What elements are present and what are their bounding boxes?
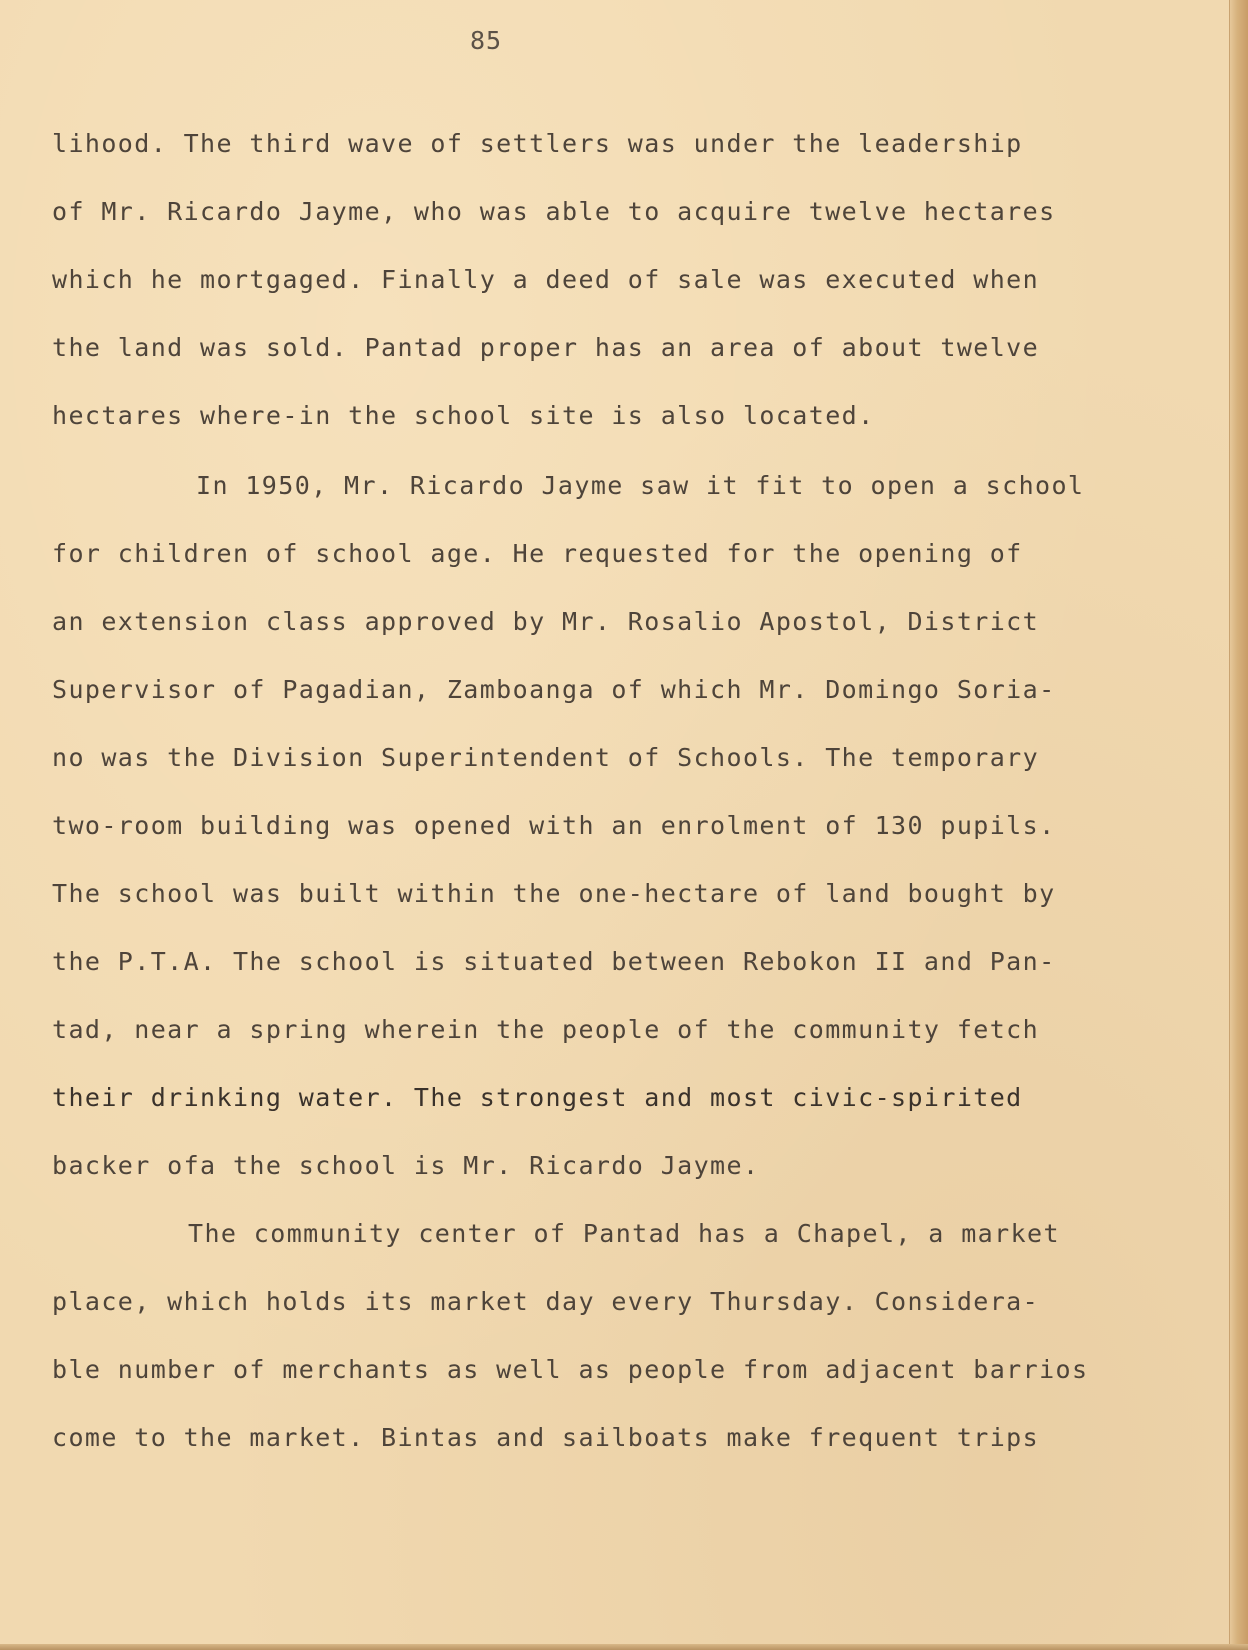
page-right-edge bbox=[1229, 0, 1248, 1650]
text-line: lihood. The third wave of settlers was under the leadership bbox=[52, 129, 1023, 158]
text-line: of Mr. Ricardo Jayme, who was able to acquire twelve hectares bbox=[52, 197, 1056, 226]
text-line: The school was built within the one-hectare of land bought by bbox=[52, 879, 1056, 908]
text-line: an extension class approved by Mr. Rosalio Apostol, District bbox=[52, 607, 1040, 636]
paragraph-start-line: The community center of Pantad has a Chapel, a market bbox=[188, 1219, 1060, 1248]
page-bottom-edge bbox=[0, 1644, 1248, 1650]
text-line: two-room building was opened with an enrolment of 130 pupils. bbox=[52, 811, 1056, 840]
text-line: no was the Division Superintendent of Schools. The temporary bbox=[52, 743, 1040, 772]
page-number: 85 bbox=[470, 26, 503, 55]
paragraph-start-line: In 1950, Mr. Ricardo Jayme saw it fit to open a school bbox=[196, 471, 1085, 500]
text-line: backer ofa the school is Mr. Ricardo Jayme. bbox=[52, 1151, 760, 1180]
text-line: hectares where-in the school site is also located. bbox=[52, 401, 875, 430]
text-line: the land was sold. Pantad proper has an area of about twelve bbox=[52, 333, 1040, 362]
text-line: the P.T.A. The school is situated between Rebokon II and Pan- bbox=[52, 947, 1056, 976]
text-line: for children of school age. He requested for the opening of bbox=[52, 539, 1023, 568]
text-line: which he mortgaged. Finally a deed of sale was executed when bbox=[52, 265, 1040, 294]
text-line: their drinking water. The strongest and most civic-spirited bbox=[52, 1083, 1023, 1112]
text-line: place, which holds its market day every Thursday. Considera- bbox=[52, 1287, 1040, 1316]
text-line: Supervisor of Pagadian, Zamboanga of which Mr. Domingo Soria- bbox=[52, 675, 1056, 704]
text-line: tad, near a spring wherein the people of the community fetch bbox=[52, 1015, 1040, 1044]
text-line: ble number of merchants as well as people from adjacent barrios bbox=[52, 1355, 1089, 1384]
text-line: come to the market. Bintas and sailboats make frequent trips bbox=[52, 1423, 1040, 1452]
